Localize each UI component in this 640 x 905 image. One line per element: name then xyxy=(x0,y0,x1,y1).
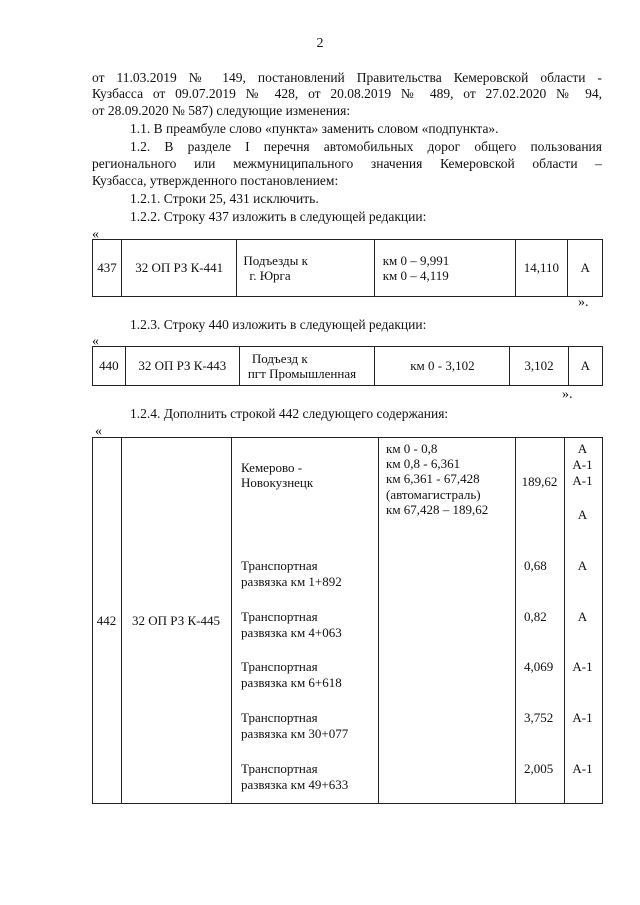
page-number: 2 xyxy=(316,36,324,51)
junction-length: 3,752 xyxy=(524,710,554,725)
road-name-line-2: пгт Промышленная xyxy=(247,366,357,381)
road-category-5: А xyxy=(577,507,588,522)
junction-name-line-2: развязка км 49+633 xyxy=(241,777,349,792)
paragraph-1-2-1: 1.2.1. Строки 25, 431 исключить. xyxy=(130,191,319,206)
junction-name-line-2: развязка км 1+892 xyxy=(241,574,342,589)
km-line-2: км 0,8 - 6,361 xyxy=(386,456,461,471)
junction-category: А xyxy=(577,558,588,573)
junction-name-line-2: развязка км 30+077 xyxy=(241,726,349,741)
row-number: 437 xyxy=(93,240,122,297)
junction-category: А xyxy=(577,609,588,624)
junction-length: 2,005 xyxy=(524,761,554,776)
paragraph-1-2-2: 1.2.2. Строку 437 изложить в следующей редакции: xyxy=(130,209,427,224)
km-line-5: км 67,428 – 189,62 xyxy=(386,502,489,517)
junction-name-line-1: Транспортная xyxy=(241,659,318,674)
junction-length: 0,68 xyxy=(524,558,547,573)
road-code: 32 ОП РЗ К-443 xyxy=(125,347,239,386)
road-name-line-1: Подъезды к xyxy=(243,252,308,268)
table-row-440 xyxy=(92,346,603,386)
paragraph-1-2-4: 1.2.4. Дополнить строкой 442 следующего содержания: xyxy=(130,406,449,421)
km-line-1: км 0 – 9,991 xyxy=(382,252,450,268)
quote-close-1: ». xyxy=(578,295,589,310)
road-category-3: А-1 xyxy=(572,473,593,488)
junction-name-line-1: Транспортная xyxy=(241,558,318,573)
row-number: 440 xyxy=(93,347,126,386)
km-line-3: км 6,361 - 67,428 xyxy=(386,471,480,486)
road-code: 32 ОП РЗ К-445 xyxy=(132,613,220,628)
road-category-1: А xyxy=(577,441,588,456)
km-range xyxy=(374,240,515,297)
table-row-437 xyxy=(92,239,603,297)
road-name-line-1: Подъезд к xyxy=(251,350,308,366)
row-number: 442 xyxy=(96,613,117,628)
road-length: 189,62 xyxy=(521,474,558,489)
road-category: А xyxy=(568,240,603,297)
column-divider xyxy=(515,437,516,804)
junction-name-line-2: развязка км 6+618 xyxy=(241,675,342,690)
column-divider xyxy=(378,437,379,804)
junction-category: А-1 xyxy=(572,710,593,725)
intro-line-2: Кузбасса от 09.07.2019 № 428, от 20.08.2019 № 489, от 27.02.2020 № 94, xyxy=(92,86,602,101)
road-name xyxy=(237,240,374,297)
junction-category: А-1 xyxy=(572,761,593,776)
intro-line-1: от 11.03.2019 № 149, постановлений Правительства Кемеровской области - xyxy=(92,70,602,85)
junction-length: 0,82 xyxy=(524,609,547,624)
road-category-2: А-1 xyxy=(572,457,593,472)
km-line-4: (автомагистраль) xyxy=(386,487,481,502)
road-name xyxy=(239,347,375,386)
quote-close-2: ». xyxy=(562,387,573,402)
table-row-442 xyxy=(92,437,603,804)
km-line-1: км 0 - 0,8 xyxy=(386,441,438,456)
junction-name-line-1: Транспортная xyxy=(241,761,318,776)
quote-open-1: « xyxy=(92,227,99,242)
intro-line-3: от 28.09.2020 № 587) следующие изменения: xyxy=(92,103,351,118)
road-name-line-1: Кемерово - xyxy=(241,460,303,475)
quote-open-3: « xyxy=(95,424,102,439)
column-divider xyxy=(231,437,232,804)
paragraph-1-2-line-2: регионального или межмуниципального значения Кемеровской области – xyxy=(92,156,602,171)
road-length: 3,102 xyxy=(510,347,568,386)
road-length: 14,110 xyxy=(515,240,568,297)
junction-name-line-1: Транспортная xyxy=(241,710,318,725)
junction-category: А-1 xyxy=(572,659,593,674)
paragraph-1-1: 1.1. В преамбуле слово «пункта» заменить словом «подпункта». xyxy=(130,121,499,136)
road-code: 32 ОП РЗ К-441 xyxy=(121,240,236,297)
paragraph-1-2-3: 1.2.3. Строку 440 изложить в следующей редакции: xyxy=(130,317,427,332)
paragraph-1-2-line-3: Кузбасса, утвержденного постановлением: xyxy=(92,173,339,188)
road-name-line-2: г. Юрга xyxy=(249,268,291,283)
paragraph-1-2-line-1: 1.2. В разделе I перечня автомобильных дорог общего пользования xyxy=(130,139,602,154)
junction-name-line-2: развязка км 4+063 xyxy=(241,625,342,640)
road-name-line-2: Новокузнецк xyxy=(241,475,314,490)
junction-name-line-1: Транспортная xyxy=(241,609,318,624)
quote-open-2: « xyxy=(92,334,99,349)
km-range: км 0 - 3,102 xyxy=(375,347,510,386)
road-category: А xyxy=(568,347,602,386)
junction-length: 4,069 xyxy=(524,659,554,674)
km-line-2: км 0 – 4,119 xyxy=(382,268,449,283)
